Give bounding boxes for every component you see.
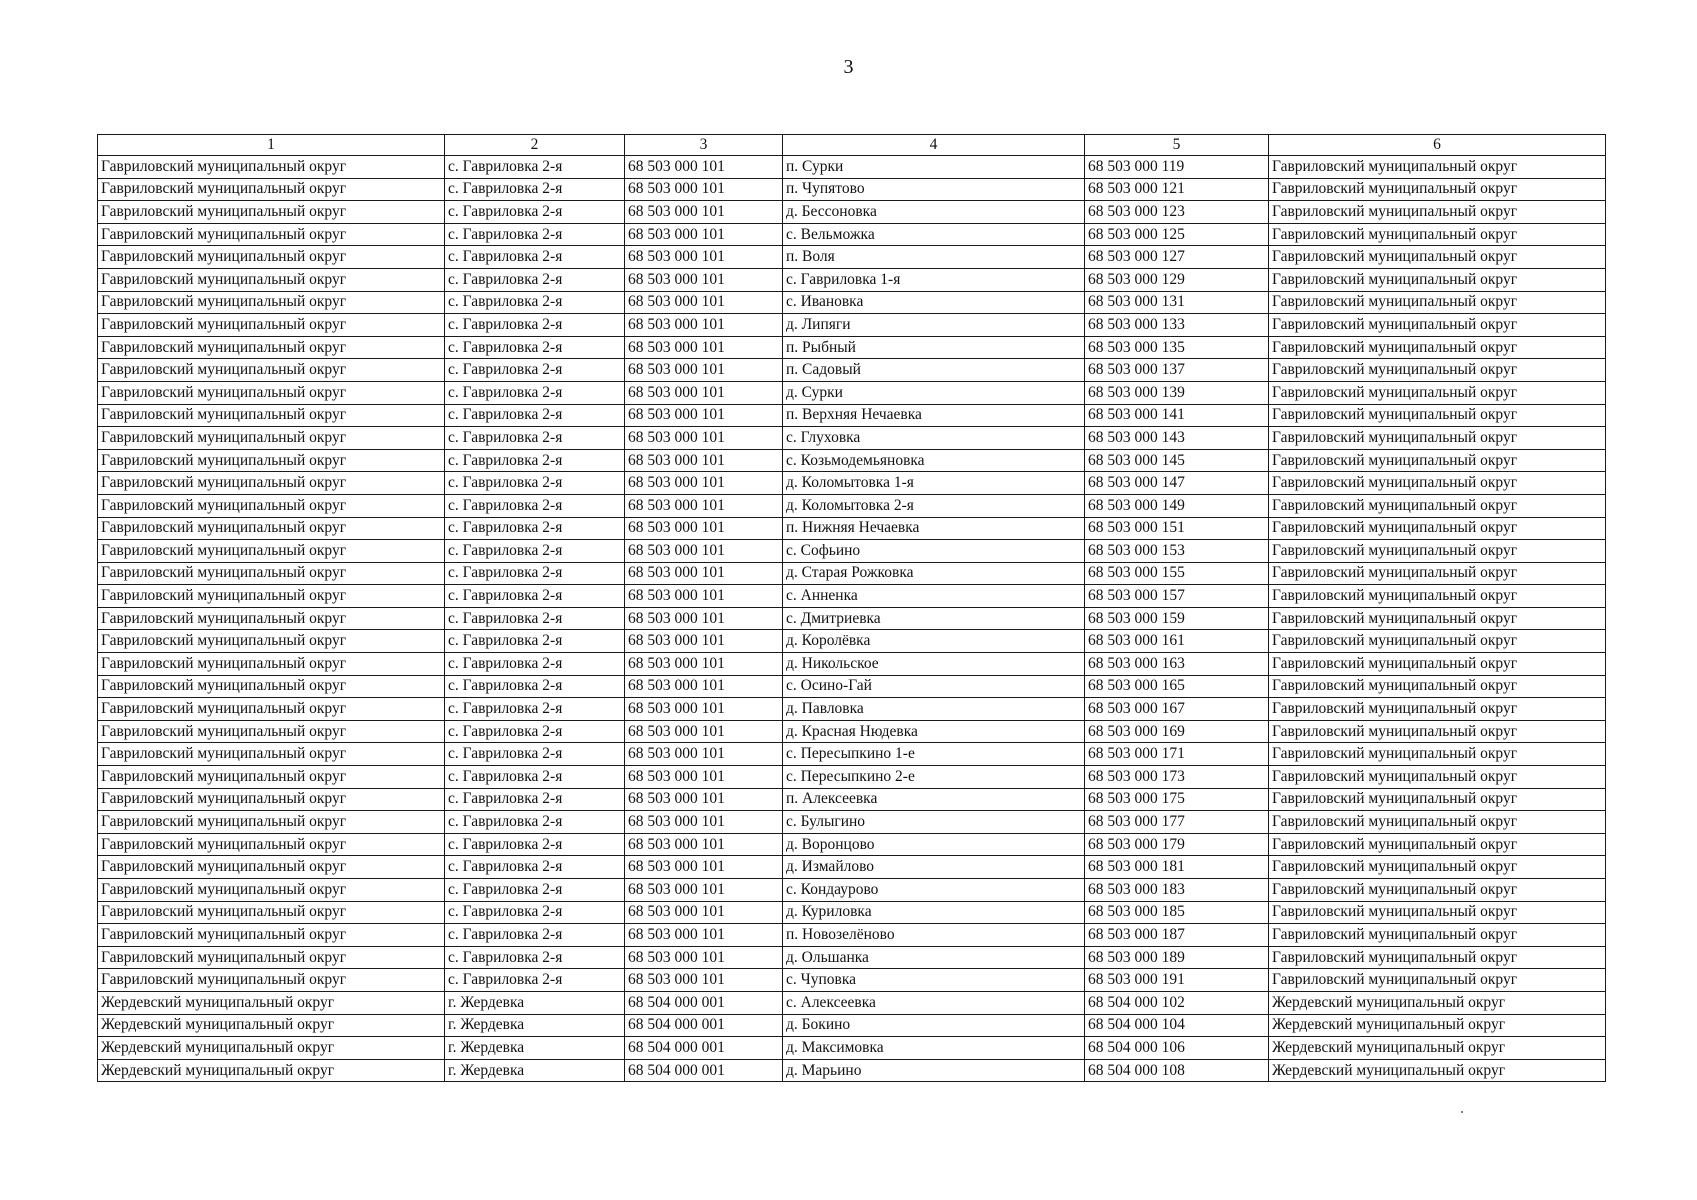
table-row <box>98 246 1606 269</box>
municipality-cell: Гавриловский муниципальный округ <box>1269 924 1606 947</box>
center-cell: с. Гавриловка 2-я <box>445 698 625 721</box>
center-code-cell: 68 503 000 101 <box>625 472 783 495</box>
district-cell: Гавриловский муниципальный округ <box>98 630 445 653</box>
settlement-cell: п. Рыбный <box>783 336 1085 359</box>
settlement-code-cell: 68 503 000 187 <box>1085 924 1269 947</box>
table-row <box>98 359 1606 382</box>
settlement-code-cell: 68 503 000 181 <box>1085 856 1269 879</box>
district-cell: Гавриловский муниципальный округ <box>98 246 445 269</box>
settlement-cell: п. Садовый <box>783 359 1085 382</box>
district-cell: Гавриловский муниципальный округ <box>98 811 445 834</box>
settlement-cell: п. Воля <box>783 246 1085 269</box>
center-code-cell: 68 503 000 101 <box>625 946 783 969</box>
center-cell: с. Гавриловка 2-я <box>445 494 625 517</box>
center-code-cell: 68 503 000 101 <box>625 788 783 811</box>
settlement-cell: д. Марьино <box>783 1059 1085 1082</box>
center-cell: с. Гавриловка 2-я <box>445 223 625 246</box>
municipality-cell: Гавриловский муниципальный округ <box>1269 720 1606 743</box>
settlement-code-cell: 68 503 000 147 <box>1085 472 1269 495</box>
district-cell: Гавриловский муниципальный округ <box>98 833 445 856</box>
settlement-cell: д. Бокино <box>783 1014 1085 1037</box>
settlement-code-cell: 68 503 000 139 <box>1085 381 1269 404</box>
municipality-cell: Гавриловский муниципальный округ <box>1269 178 1606 201</box>
table-row <box>98 856 1606 879</box>
settlement-code-cell: 68 503 000 137 <box>1085 359 1269 382</box>
table-row <box>98 833 1606 856</box>
settlement-cell: с. Пересыпкино 1-е <box>783 743 1085 766</box>
municipality-cell: Гавриловский муниципальный округ <box>1269 879 1606 902</box>
district-cell: Гавриловский муниципальный округ <box>98 517 445 540</box>
district-cell: Гавриловский муниципальный округ <box>98 901 445 924</box>
table-row <box>98 811 1606 834</box>
center-cell: с. Гавриловка 2-я <box>445 856 625 879</box>
center-code-cell: 68 503 000 101 <box>625 585 783 608</box>
district-cell: Гавриловский муниципальный округ <box>98 946 445 969</box>
center-cell: с. Гавриловка 2-я <box>445 359 625 382</box>
district-cell: Гавриловский муниципальный округ <box>98 743 445 766</box>
municipality-cell: Гавриловский муниципальный округ <box>1269 494 1606 517</box>
settlement-code-cell: 68 503 000 177 <box>1085 811 1269 834</box>
table-row <box>98 675 1606 698</box>
center-code-cell: 68 503 000 101 <box>625 517 783 540</box>
settlement-code-cell: 68 504 000 104 <box>1085 1014 1269 1037</box>
center-cell: с. Гавриловка 2-я <box>445 178 625 201</box>
settlement-code-cell: 68 503 000 173 <box>1085 766 1269 789</box>
center-code-cell: 68 503 000 101 <box>625 156 783 179</box>
center-code-cell: 68 503 000 101 <box>625 291 783 314</box>
center-code-cell: 68 503 000 101 <box>625 178 783 201</box>
district-cell: Гавриловский муниципальный округ <box>98 675 445 698</box>
settlement-cell: с. Пересыпкино 2-е <box>783 766 1085 789</box>
district-cell: Гавриловский муниципальный округ <box>98 359 445 382</box>
settlement-cell: д. Куриловка <box>783 901 1085 924</box>
center-code-cell: 68 503 000 101 <box>625 494 783 517</box>
table-row <box>98 404 1606 427</box>
settlement-code-cell: 68 503 000 189 <box>1085 946 1269 969</box>
center-code-cell: 68 503 000 101 <box>625 743 783 766</box>
settlement-code-cell: 68 503 000 161 <box>1085 630 1269 653</box>
center-cell: с. Гавриловка 2-я <box>445 743 625 766</box>
table-row <box>98 449 1606 472</box>
district-cell: Гавриловский муниципальный округ <box>98 381 445 404</box>
settlement-code-cell: 68 503 000 183 <box>1085 879 1269 902</box>
center-code-cell: 68 503 000 101 <box>625 427 783 450</box>
settlement-cell: д. Коломытовка 2-я <box>783 494 1085 517</box>
municipality-cell: Гавриловский муниципальный округ <box>1269 630 1606 653</box>
table-row <box>98 698 1606 721</box>
center-cell: с. Гавриловка 2-я <box>445 314 625 337</box>
table-row <box>98 969 1606 992</box>
municipality-cell: Гавриловский муниципальный округ <box>1269 427 1606 450</box>
municipality-cell: Гавриловский муниципальный округ <box>1269 246 1606 269</box>
settlement-code-cell: 68 503 000 169 <box>1085 720 1269 743</box>
table-row <box>98 743 1606 766</box>
district-cell: Жердевский муниципальный округ <box>98 991 445 1014</box>
municipality-cell: Гавриловский муниципальный округ <box>1269 946 1606 969</box>
center-cell: с. Гавриловка 2-я <box>445 472 625 495</box>
district-cell: Жердевский муниципальный округ <box>98 1037 445 1060</box>
settlement-cell: п. Алексеевка <box>783 788 1085 811</box>
district-cell: Гавриловский муниципальный округ <box>98 449 445 472</box>
settlement-cell: д. Ольшанка <box>783 946 1085 969</box>
settlement-cell: д. Сурки <box>783 381 1085 404</box>
settlement-code-cell: 68 503 000 155 <box>1085 562 1269 585</box>
settlement-code-cell: 68 504 000 106 <box>1085 1037 1269 1060</box>
settlement-cell: с. Дмитриевка <box>783 607 1085 630</box>
center-cell: с. Гавриловка 2-я <box>445 201 625 224</box>
municipality-cell: Гавриловский муниципальный округ <box>1269 201 1606 224</box>
settlement-cell: п. Верхняя Нечаевка <box>783 404 1085 427</box>
center-code-cell: 68 503 000 101 <box>625 720 783 743</box>
column-header-1: 1 <box>98 135 445 156</box>
table-row <box>98 540 1606 563</box>
municipality-cell: Гавриловский муниципальный округ <box>1269 901 1606 924</box>
center-code-cell: 68 503 000 101 <box>625 404 783 427</box>
table-row <box>98 924 1606 947</box>
district-cell: Жердевский муниципальный округ <box>98 1059 445 1082</box>
district-cell: Гавриловский муниципальный округ <box>98 856 445 879</box>
settlement-code-cell: 68 503 000 129 <box>1085 268 1269 291</box>
settlement-cell: д. Павловка <box>783 698 1085 721</box>
table-row <box>98 472 1606 495</box>
settlement-code-cell: 68 503 000 121 <box>1085 178 1269 201</box>
center-cell: г. Жердевка <box>445 1037 625 1060</box>
district-cell: Гавриловский муниципальный округ <box>98 404 445 427</box>
center-code-cell: 68 504 000 001 <box>625 991 783 1014</box>
settlement-code-cell: 68 503 000 151 <box>1085 517 1269 540</box>
settlement-cell: с. Чуповка <box>783 969 1085 992</box>
table-row <box>98 653 1606 676</box>
center-code-cell: 68 503 000 101 <box>625 766 783 789</box>
table-row <box>98 494 1606 517</box>
settlement-cell: с. Осино-Гай <box>783 675 1085 698</box>
center-code-cell: 68 503 000 101 <box>625 833 783 856</box>
municipality-cell: Жердевский муниципальный округ <box>1269 1059 1606 1082</box>
municipality-cell: Жердевский муниципальный округ <box>1269 1014 1606 1037</box>
settlement-code-cell: 68 503 000 141 <box>1085 404 1269 427</box>
table-row <box>98 178 1606 201</box>
center-code-cell: 68 503 000 101 <box>625 359 783 382</box>
center-code-cell: 68 503 000 101 <box>625 856 783 879</box>
table-row <box>98 901 1606 924</box>
table-row <box>98 630 1606 653</box>
settlement-code-cell: 68 503 000 131 <box>1085 291 1269 314</box>
district-cell: Гавриловский муниципальный округ <box>98 201 445 224</box>
column-header-3: 3 <box>625 135 783 156</box>
municipality-cell: Гавриловский муниципальный округ <box>1269 472 1606 495</box>
center-code-cell: 68 503 000 101 <box>625 653 783 676</box>
settlement-cell: д. Бессоновка <box>783 201 1085 224</box>
settlement-cell: д. Воронцово <box>783 833 1085 856</box>
settlement-cell: д. Королёвка <box>783 630 1085 653</box>
center-code-cell: 68 503 000 101 <box>625 698 783 721</box>
district-cell: Жердевский муниципальный округ <box>98 1014 445 1037</box>
settlement-code-cell: 68 503 000 171 <box>1085 743 1269 766</box>
center-code-cell: 68 503 000 101 <box>625 811 783 834</box>
table-row <box>98 766 1606 789</box>
center-code-cell: 68 503 000 101 <box>625 540 783 563</box>
municipality-cell: Гавриловский муниципальный округ <box>1269 359 1606 382</box>
center-cell: с. Гавриловка 2-я <box>445 156 625 179</box>
settlement-cell: д. Красная Нюдевка <box>783 720 1085 743</box>
settlement-code-cell: 68 503 000 167 <box>1085 698 1269 721</box>
district-cell: Гавриловский муниципальный округ <box>98 291 445 314</box>
center-cell: с. Гавриловка 2-я <box>445 924 625 947</box>
municipality-cell: Гавриловский муниципальный округ <box>1269 404 1606 427</box>
table-body <box>98 156 1606 1082</box>
table-row <box>98 946 1606 969</box>
municipality-cell: Гавриловский муниципальный округ <box>1269 291 1606 314</box>
table-row <box>98 1059 1606 1082</box>
district-cell: Гавриловский муниципальный округ <box>98 156 445 179</box>
column-header-4: 4 <box>783 135 1085 156</box>
municipality-cell: Гавриловский муниципальный округ <box>1269 743 1606 766</box>
center-code-cell: 68 503 000 101 <box>625 246 783 269</box>
center-cell: с. Гавриловка 2-я <box>445 766 625 789</box>
table-row <box>98 562 1606 585</box>
municipality-cell: Гавриловский муниципальный округ <box>1269 517 1606 540</box>
table-row <box>98 1037 1606 1060</box>
center-cell: с. Гавриловка 2-я <box>445 540 625 563</box>
center-code-cell: 68 504 000 001 <box>625 1037 783 1060</box>
settlement-cell: п. Новозелёново <box>783 924 1085 947</box>
settlement-code-cell: 68 503 000 157 <box>1085 585 1269 608</box>
table-row <box>98 381 1606 404</box>
center-cell: г. Жердевка <box>445 1059 625 1082</box>
settlement-code-cell: 68 503 000 175 <box>1085 788 1269 811</box>
settlement-cell: п. Чупятово <box>783 178 1085 201</box>
settlement-cell: с. Анненка <box>783 585 1085 608</box>
settlement-cell: п. Нижняя Нечаевка <box>783 517 1085 540</box>
header-row <box>98 135 1606 156</box>
settlement-code-cell: 68 503 000 123 <box>1085 201 1269 224</box>
settlement-cell: д. Старая Рожковка <box>783 562 1085 585</box>
municipality-cell: Гавриловский муниципальный округ <box>1269 449 1606 472</box>
table-row <box>98 607 1606 630</box>
center-cell: с. Гавриловка 2-я <box>445 449 625 472</box>
district-cell: Гавриловский муниципальный округ <box>98 223 445 246</box>
municipality-cell: Гавриловский муниципальный округ <box>1269 698 1606 721</box>
center-code-cell: 68 503 000 101 <box>625 630 783 653</box>
district-cell: Гавриловский муниципальный округ <box>98 562 445 585</box>
center-cell: г. Жердевка <box>445 991 625 1014</box>
table-row <box>98 788 1606 811</box>
table-row <box>98 991 1606 1014</box>
municipality-cell: Гавриловский муниципальный округ <box>1269 675 1606 698</box>
center-code-cell: 68 503 000 101 <box>625 449 783 472</box>
settlement-cell: с. Глуховка <box>783 427 1085 450</box>
settlement-code-cell: 68 503 000 185 <box>1085 901 1269 924</box>
center-cell: с. Гавриловка 2-я <box>445 788 625 811</box>
center-code-cell: 68 503 000 101 <box>625 381 783 404</box>
municipality-cell: Гавриловский муниципальный округ <box>1269 607 1606 630</box>
table-row <box>98 585 1606 608</box>
settlement-cell: п. Сурки <box>783 156 1085 179</box>
municipality-cell: Гавриловский муниципальный округ <box>1269 766 1606 789</box>
settlement-cell: с. Козьмодемьяновка <box>783 449 1085 472</box>
municipality-cell: Гавриловский муниципальный округ <box>1269 156 1606 179</box>
municipality-cell: Гавриловский муниципальный округ <box>1269 336 1606 359</box>
municipality-cell: Жердевский муниципальный округ <box>1269 991 1606 1014</box>
settlement-code-cell: 68 503 000 127 <box>1085 246 1269 269</box>
municipality-cell: Жердевский муниципальный округ <box>1269 1037 1606 1060</box>
municipality-cell: Гавриловский муниципальный округ <box>1269 381 1606 404</box>
table-row <box>98 336 1606 359</box>
settlement-code-cell: 68 504 000 102 <box>1085 991 1269 1014</box>
table-row <box>98 268 1606 291</box>
municipality-cell: Гавриловский муниципальный округ <box>1269 833 1606 856</box>
settlement-cell: с. Ивановка <box>783 291 1085 314</box>
settlement-code-cell: 68 503 000 125 <box>1085 223 1269 246</box>
center-cell: с. Гавриловка 2-я <box>445 946 625 969</box>
municipality-cell: Гавриловский муниципальный округ <box>1269 562 1606 585</box>
center-cell: с. Гавриловка 2-я <box>445 901 625 924</box>
table-row <box>98 156 1606 179</box>
settlement-cell: д. Измайлово <box>783 856 1085 879</box>
center-cell: с. Гавриловка 2-я <box>445 833 625 856</box>
column-header-2: 2 <box>445 135 625 156</box>
table-row <box>98 314 1606 337</box>
center-cell: с. Гавриловка 2-я <box>445 720 625 743</box>
district-cell: Гавриловский муниципальный округ <box>98 969 445 992</box>
district-cell: Гавриловский муниципальный округ <box>98 924 445 947</box>
center-cell: с. Гавриловка 2-я <box>445 246 625 269</box>
center-cell: с. Гавриловка 2-я <box>445 675 625 698</box>
settlement-code-cell: 68 503 000 159 <box>1085 607 1269 630</box>
municipality-cell: Гавриловский муниципальный округ <box>1269 223 1606 246</box>
center-code-cell: 68 503 000 101 <box>625 336 783 359</box>
municipality-cell: Гавриловский муниципальный округ <box>1269 788 1606 811</box>
center-cell: с. Гавриловка 2-я <box>445 427 625 450</box>
settlement-code-cell: 68 504 000 108 <box>1085 1059 1269 1082</box>
district-cell: Гавриловский муниципальный округ <box>98 879 445 902</box>
center-code-cell: 68 503 000 101 <box>625 969 783 992</box>
municipality-cell: Гавриловский муниципальный округ <box>1269 540 1606 563</box>
settlement-code-cell: 68 503 000 179 <box>1085 833 1269 856</box>
district-cell: Гавриловский муниципальный округ <box>98 540 445 563</box>
settlement-code-cell: 68 503 000 135 <box>1085 336 1269 359</box>
center-cell: с. Гавриловка 2-я <box>445 336 625 359</box>
table-row <box>98 201 1606 224</box>
district-cell: Гавриловский муниципальный округ <box>98 698 445 721</box>
municipality-cell: Гавриловский муниципальный округ <box>1269 653 1606 676</box>
center-code-cell: 68 503 000 101 <box>625 268 783 291</box>
settlement-code-cell: 68 503 000 191 <box>1085 969 1269 992</box>
table-row <box>98 517 1606 540</box>
settlement-cell: с. Вельможка <box>783 223 1085 246</box>
center-cell: с. Гавриловка 2-я <box>445 404 625 427</box>
center-code-cell: 68 504 000 001 <box>625 1059 783 1082</box>
settlement-cell: с. Булыгино <box>783 811 1085 834</box>
center-code-cell: 68 503 000 101 <box>625 675 783 698</box>
table-row <box>98 291 1606 314</box>
district-cell: Гавриловский муниципальный округ <box>98 336 445 359</box>
settlement-cell: с. Гавриловка 1-я <box>783 268 1085 291</box>
district-cell: Гавриловский муниципальный округ <box>98 607 445 630</box>
center-code-cell: 68 503 000 101 <box>625 562 783 585</box>
page-number: 3 <box>843 56 854 78</box>
scan-speck <box>1461 1111 1463 1113</box>
center-code-cell: 68 503 000 101 <box>625 201 783 224</box>
district-cell: Гавриловский муниципальный округ <box>98 472 445 495</box>
district-cell: Гавриловский муниципальный округ <box>98 178 445 201</box>
municipality-cell: Гавриловский муниципальный округ <box>1269 969 1606 992</box>
center-cell: с. Гавриловка 2-я <box>445 562 625 585</box>
settlement-code-cell: 68 503 000 145 <box>1085 449 1269 472</box>
center-cell: с. Гавриловка 2-я <box>445 811 625 834</box>
district-cell: Гавриловский муниципальный округ <box>98 314 445 337</box>
center-cell: с. Гавриловка 2-я <box>445 585 625 608</box>
settlement-code-cell: 68 503 000 149 <box>1085 494 1269 517</box>
center-cell: с. Гавриловка 2-я <box>445 607 625 630</box>
settlement-code-cell: 68 503 000 119 <box>1085 156 1269 179</box>
center-cell: с. Гавриловка 2-я <box>445 879 625 902</box>
center-code-cell: 68 503 000 101 <box>625 607 783 630</box>
settlement-cell: д. Никольское <box>783 653 1085 676</box>
settlement-code-cell: 68 503 000 163 <box>1085 653 1269 676</box>
municipality-cell: Гавриловский муниципальный округ <box>1269 585 1606 608</box>
center-cell: с. Гавриловка 2-я <box>445 268 625 291</box>
district-cell: Гавриловский муниципальный округ <box>98 720 445 743</box>
center-code-cell: 68 503 000 101 <box>625 223 783 246</box>
center-code-cell: 68 504 000 001 <box>625 1014 783 1037</box>
settlement-cell: с. Алексеевка <box>783 991 1085 1014</box>
district-cell: Гавриловский муниципальный округ <box>98 766 445 789</box>
center-code-cell: 68 503 000 101 <box>625 901 783 924</box>
district-cell: Гавриловский муниципальный округ <box>98 788 445 811</box>
settlement-cell: д. Коломытовка 1-я <box>783 472 1085 495</box>
municipality-cell: Гавриловский муниципальный округ <box>1269 314 1606 337</box>
settlement-cell: д. Липяги <box>783 314 1085 337</box>
district-cell: Гавриловский муниципальный округ <box>98 494 445 517</box>
center-cell: г. Жердевка <box>445 1014 625 1037</box>
center-cell: с. Гавриловка 2-я <box>445 517 625 540</box>
center-cell: с. Гавриловка 2-я <box>445 969 625 992</box>
settlement-code-cell: 68 503 000 143 <box>1085 427 1269 450</box>
table-row <box>98 720 1606 743</box>
settlement-cell: с. Кондаурово <box>783 879 1085 902</box>
center-cell: с. Гавриловка 2-я <box>445 653 625 676</box>
center-cell: с. Гавриловка 2-я <box>445 630 625 653</box>
column-header-6: 6 <box>1269 135 1606 156</box>
center-code-cell: 68 503 000 101 <box>625 924 783 947</box>
district-cell: Гавриловский муниципальный округ <box>98 268 445 291</box>
municipality-cell: Гавриловский муниципальный округ <box>1269 268 1606 291</box>
table-row <box>98 879 1606 902</box>
settlement-cell: с. Софьино <box>783 540 1085 563</box>
center-code-cell: 68 503 000 101 <box>625 314 783 337</box>
center-code-cell: 68 503 000 101 <box>625 879 783 902</box>
district-cell: Гавриловский муниципальный округ <box>98 585 445 608</box>
settlement-code-cell: 68 503 000 165 <box>1085 675 1269 698</box>
table-row <box>98 223 1606 246</box>
district-cell: Гавриловский муниципальный округ <box>98 653 445 676</box>
table-row <box>98 427 1606 450</box>
settlement-cell: д. Максимовка <box>783 1037 1085 1060</box>
table-row <box>98 1014 1606 1037</box>
column-header-5: 5 <box>1085 135 1269 156</box>
settlement-code-cell: 68 503 000 133 <box>1085 314 1269 337</box>
settlement-code-cell: 68 503 000 153 <box>1085 540 1269 563</box>
municipality-cell: Гавриловский муниципальный округ <box>1269 856 1606 879</box>
center-cell: с. Гавриловка 2-я <box>445 291 625 314</box>
municipality-cell: Гавриловский муниципальный округ <box>1269 811 1606 834</box>
settlements-table <box>97 134 1606 1082</box>
center-cell: с. Гавриловка 2-я <box>445 381 625 404</box>
district-cell: Гавриловский муниципальный округ <box>98 427 445 450</box>
